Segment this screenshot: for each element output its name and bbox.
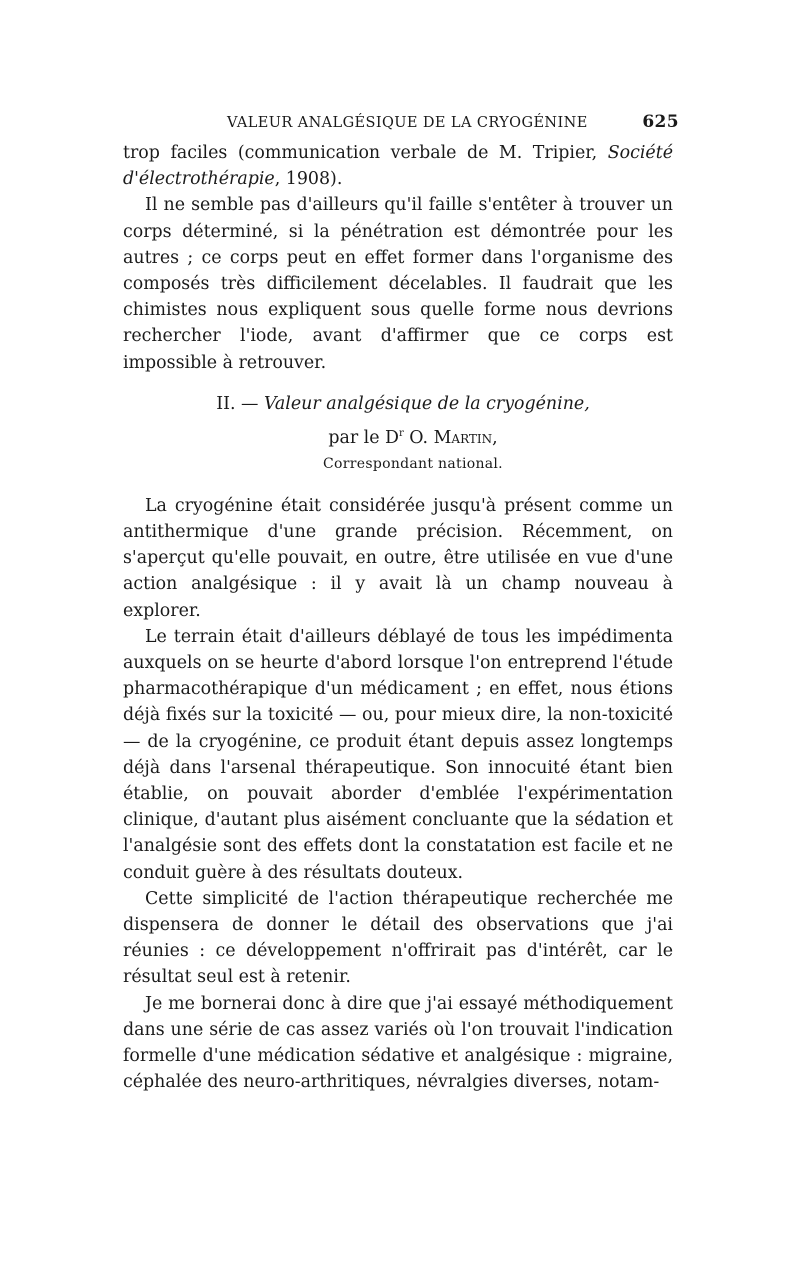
book-page bbox=[123, 110, 679, 1096]
running-header bbox=[123, 110, 679, 140]
section-numeral: II. — bbox=[216, 393, 259, 414]
section-heading bbox=[123, 391, 673, 477]
journal-name: Société d'électrothérapie bbox=[123, 143, 673, 190]
body-text bbox=[123, 140, 673, 376]
paragraph: Il ne semble pas d'ailleurs qu'il faille s'entêter à trouver un corps déterminé, si la pénétration est démontrée pour les autres ; ce corps peut en effet former dans l'organisme des composés très difficilement décelables. Il faudrait que les chimistes nous expliquent sous quelle forme nous devrions rechercher l'iode, avant d'affirmer que ce corps est impossible à retrouver. bbox=[123, 195, 673, 373]
author-line: par le $D^r$ O. Martin, bbox=[328, 427, 498, 448]
author-affiliation: Correspondant national. bbox=[323, 455, 503, 472]
section-title: Valeur analgésique de la cryogénine, bbox=[263, 393, 590, 414]
section-title-line bbox=[133, 391, 673, 417]
continuation-paragraph: trop faciles (communication verbale de M. Tripier, Société d'électrothérapie, 1908). bbox=[123, 143, 673, 190]
running-title: VALEUR ANALGÉSIQUE DE LA CRYOGÉNINE bbox=[227, 115, 588, 131]
paragraph: Le terrain était d'ailleurs déblayé de tous les impédimenta auxquels on se heurte d'abord lorsque l'on entreprend l'étude pharmacothérapique d'un médicament ; en effet, nous étions déjà fixés sur la toxicité — ou, pour mieux dire, la non-toxicité — de la cryogénine, ce produit étant depuis assez longtemps déjà dans l'arsenal thérapeutique. Son innocuité étant bien établie, on pouvait aborder d'emblée l'expérimentation clinique, d'autant plus aisément concluante que la sédation et l'analgésie sont des effets dont la constatation est facile et ne conduit guère à des résultats douteux. bbox=[123, 626, 673, 883]
paragraph: Je me bornerai donc à dire que j'ai essayé méthodiquement dans une série de cas assez variés où l'on trouvait l'indication formelle d'une médication sédative et analgésique : migraine, céphalée des neuro-arthritiques, névralgies diverses, notam- bbox=[123, 993, 673, 1093]
page-number: 625 bbox=[642, 112, 679, 132]
section-body bbox=[123, 493, 673, 1096]
paragraph: La cryogénine était considérée jusqu'à présent comme un antithermique d'une grande précision. Récemment, on s'aperçut qu'elle pouvait, en outre, être utilisée en vue d'une action analgésique : il y avait là un champ nouveau à explorer. bbox=[123, 495, 673, 621]
author-name: O. Martin, bbox=[409, 427, 498, 448]
paragraph: Cette simplicité de l'action thérapeutique recherchée me dispensera de donner le détail des observations que j'ai réunies : ce développement n'offrirait pas d'intérêt, car le résultat seul est à retenir. bbox=[123, 888, 673, 988]
